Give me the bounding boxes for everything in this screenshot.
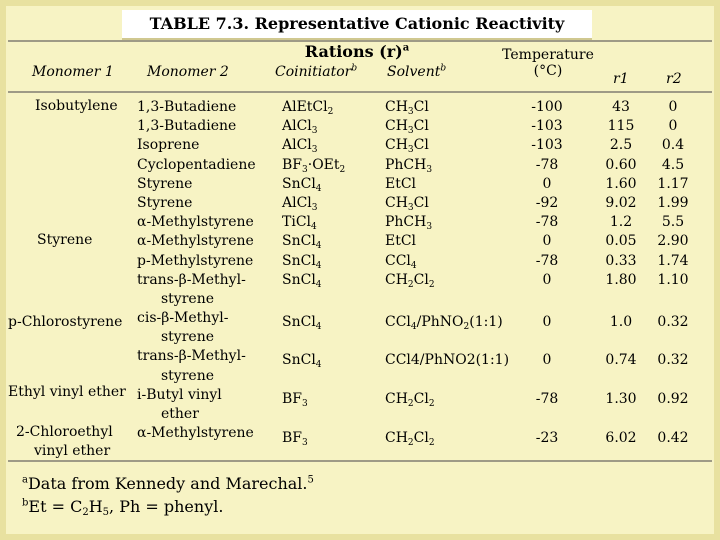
r2-cell: 1.74 xyxy=(657,252,689,269)
header-coinitiator-label: Coinitiator xyxy=(275,64,352,80)
table-title-note: a xyxy=(402,42,410,54)
r1-cell: 0.33 xyxy=(605,252,637,269)
monomer2-line: Cyclopentadiene xyxy=(137,156,256,173)
r2-cell: 1.99 xyxy=(657,194,689,211)
r2-cell: 0 xyxy=(668,99,678,115)
temperature-cell: -78 xyxy=(535,214,559,231)
r2-cell: 0 xyxy=(668,118,678,135)
r1-cell: 9.02 xyxy=(605,194,637,211)
coinitiator-cell: $BF_3\cdot OEt_2$ xyxy=(282,156,346,175)
r2-column xyxy=(648,98,698,290)
header-temperature-line1: Temperature xyxy=(502,47,594,63)
header-bottom-rule xyxy=(8,91,712,93)
monomer1-ethyl-vinyl-ether: Ethyl vinyl ether xyxy=(8,384,126,400)
monomer2-line: cis-β-Methyl- xyxy=(137,310,229,327)
monomer1-vinyl-ether: vinyl ether xyxy=(34,443,111,459)
footnote-b-mark: b xyxy=(22,497,29,509)
header-temperature xyxy=(500,47,596,79)
monomer2-line: ether xyxy=(161,406,199,422)
frame-bottom xyxy=(0,534,720,540)
r2-cell: 0.4 xyxy=(661,137,685,154)
r2-cell: 0.42 xyxy=(657,430,689,446)
monomer2-line: styrene xyxy=(161,329,214,346)
monomer2-line: α-Methylstyrene xyxy=(137,233,254,250)
footnote-a xyxy=(22,474,314,493)
solvent-cell: $CH_3Cl$ xyxy=(385,118,429,137)
temperature-column xyxy=(515,98,579,290)
solvent-cell: $CH_2Cl_2$ xyxy=(385,271,435,290)
r2-cell: 1.10 xyxy=(657,271,689,288)
r1-cell: 1.30 xyxy=(605,391,637,407)
header-solvent xyxy=(387,64,446,80)
monomer2-column xyxy=(137,98,256,443)
monomer2-line: p-Methylstyrene xyxy=(137,252,254,269)
r1-cell: 1.80 xyxy=(605,271,637,288)
header-top-rule xyxy=(8,40,712,42)
r1-cell: 1.2 xyxy=(609,214,633,231)
table-bottom-rule xyxy=(8,460,712,462)
r2-cell: 0.92 xyxy=(657,391,689,407)
temperature-cell: -78 xyxy=(535,252,559,269)
coinitiator-cell: AlCl$_3$ xyxy=(282,194,318,213)
monomer1-2-chloroethyl: 2-Chloroethyl xyxy=(16,424,113,440)
coinitiator-cell: SnCl$_4$ xyxy=(282,271,322,290)
header-solvent-label: Solvent xyxy=(387,64,441,80)
coinitiator-column xyxy=(282,98,345,290)
r1-cell: 1.60 xyxy=(605,175,637,192)
r2-cell: 1.17 xyxy=(657,175,689,192)
coinitiator-cell: SnCl$_4$ xyxy=(282,352,322,370)
r1-column xyxy=(596,98,646,290)
solvent-cell: PhCH$_3$ xyxy=(385,214,433,233)
coinitiator-cell: SnCl$_4$ xyxy=(282,175,322,194)
header-coinitiator-note: b xyxy=(351,63,358,74)
monomer2-line: trans-β-Methyl- xyxy=(137,348,246,365)
coinitiator-cell: AlCl$_3$ xyxy=(282,118,318,137)
solvent-cell: EtCl xyxy=(385,233,417,250)
table-title-text: TABLE 7.3. Representative Cationic Reactivity Rations (r) xyxy=(149,14,565,61)
solvent-cell: CCl$_4$/PhNO$_2$(1:1) xyxy=(385,314,503,332)
footnote-b-text: $Et = C_2H_5$, Ph = phenyl. xyxy=(28,497,224,518)
monomer2-line: α-Methylstyrene xyxy=(137,214,254,231)
temperature-cell: 0 xyxy=(542,233,552,250)
footnote-a-text: Data from Kennedy and Marechal. xyxy=(27,474,308,493)
temperature-cell: -103 xyxy=(531,118,563,135)
coinitiator-cell: SnCl$_4$ xyxy=(282,252,322,271)
frame-left xyxy=(0,0,6,540)
coinitiator-cell: $BF_3$ xyxy=(282,391,308,409)
monomer2-line: 1,3-Butadiene xyxy=(137,99,237,115)
monomer1-isobutylene: Isobutylene xyxy=(35,98,118,114)
monomer1-p-chlorostyrene: p-Chlorostyrene xyxy=(8,314,123,330)
solvent-cell: $CH_3Cl$ xyxy=(385,194,429,213)
header-monomer1: Monomer 1 xyxy=(32,64,114,80)
r2-cell: 0.32 xyxy=(657,314,689,330)
r1-cell: 0.74 xyxy=(605,352,637,368)
r2-cell: 5.5 xyxy=(661,214,685,231)
temperature-cell: -23 xyxy=(535,430,559,446)
coinitiator-cell: $BF_3$ xyxy=(282,430,308,448)
solvent-cell: EtCl xyxy=(385,175,417,192)
header-coinitiator xyxy=(275,64,357,80)
temperature-cell: -78 xyxy=(535,156,559,173)
temperature-cell: -103 xyxy=(531,137,563,154)
coinitiator-cell: TiCl$_4$ xyxy=(282,214,317,233)
header-r1: r1 xyxy=(613,71,629,87)
coinitiator-cell: AlCl$_3$ xyxy=(282,137,318,156)
monomer2-line: α-Methylstyrene xyxy=(137,425,254,442)
solvent-cell: $CH_2Cl_2$ xyxy=(385,391,435,409)
monomer2-line: styrene xyxy=(161,367,214,384)
solvent-cell: PhCH$_3$ xyxy=(385,156,433,175)
monomer2-line: Styrene xyxy=(137,194,193,211)
r1-cell: 0.60 xyxy=(605,156,637,173)
solvent-cell: $CH_3Cl$ xyxy=(385,99,429,117)
solvent-cell: $CH_2Cl_2$ xyxy=(385,430,435,448)
monomer2-line: trans-β-Methyl- xyxy=(137,271,246,288)
header-r2: r2 xyxy=(666,71,682,87)
frame-right xyxy=(714,0,720,540)
solvent-cell: CCl$_4$ xyxy=(385,252,417,271)
footnote-a-mark: a xyxy=(22,474,28,486)
monomer2-line: Styrene xyxy=(137,175,193,192)
r1-cell: 6.02 xyxy=(605,430,637,446)
solvent-cell: $CH_3Cl$ xyxy=(385,137,429,156)
r1-cell: 1.0 xyxy=(609,314,633,330)
temperature-cell: 0 xyxy=(542,314,552,330)
frame-top xyxy=(0,0,720,6)
temperature-cell: -92 xyxy=(535,194,559,211)
header-solvent-note: b xyxy=(440,63,447,74)
r2-cell: 2.90 xyxy=(657,233,689,250)
monomer2-line: Isoprene xyxy=(137,137,200,154)
footnote-b xyxy=(22,497,223,516)
solvent-column xyxy=(385,98,435,290)
r1-cell: 0.05 xyxy=(605,233,637,250)
r1-cell: 2.5 xyxy=(609,137,633,154)
footnote-a-ref: 5 xyxy=(307,474,314,486)
monomer2-line: i-Butyl vinyl xyxy=(137,386,222,403)
r2-cell: 0.32 xyxy=(657,352,689,368)
solvent-cell: CCl4/PhNO2(1:1) xyxy=(385,352,510,368)
monomer2-line: styrene xyxy=(161,290,214,307)
coinitiator-cell: SnCl$_4$ xyxy=(282,314,322,332)
header-monomer2: Monomer 2 xyxy=(147,64,229,80)
coinitiator-cell: AlEtCl$_2$ xyxy=(282,99,334,117)
monomer2-line: 1,3-Butadiene xyxy=(137,118,237,135)
temperature-cell: -78 xyxy=(535,391,559,407)
r2-cell: 4.5 xyxy=(661,156,685,173)
temperature-cell: 0 xyxy=(542,352,552,368)
temperature-cell: 0 xyxy=(542,175,552,192)
r1-cell: 115 xyxy=(607,118,635,135)
coinitiator-cell: SnCl$_4$ xyxy=(282,233,322,252)
monomer1-styrene: Styrene xyxy=(37,232,93,248)
r1-cell: 43 xyxy=(612,99,630,115)
header-temperature-line2: (°C) xyxy=(533,63,563,79)
temperature-cell: 0 xyxy=(542,271,552,288)
temperature-cell: -100 xyxy=(531,99,563,115)
